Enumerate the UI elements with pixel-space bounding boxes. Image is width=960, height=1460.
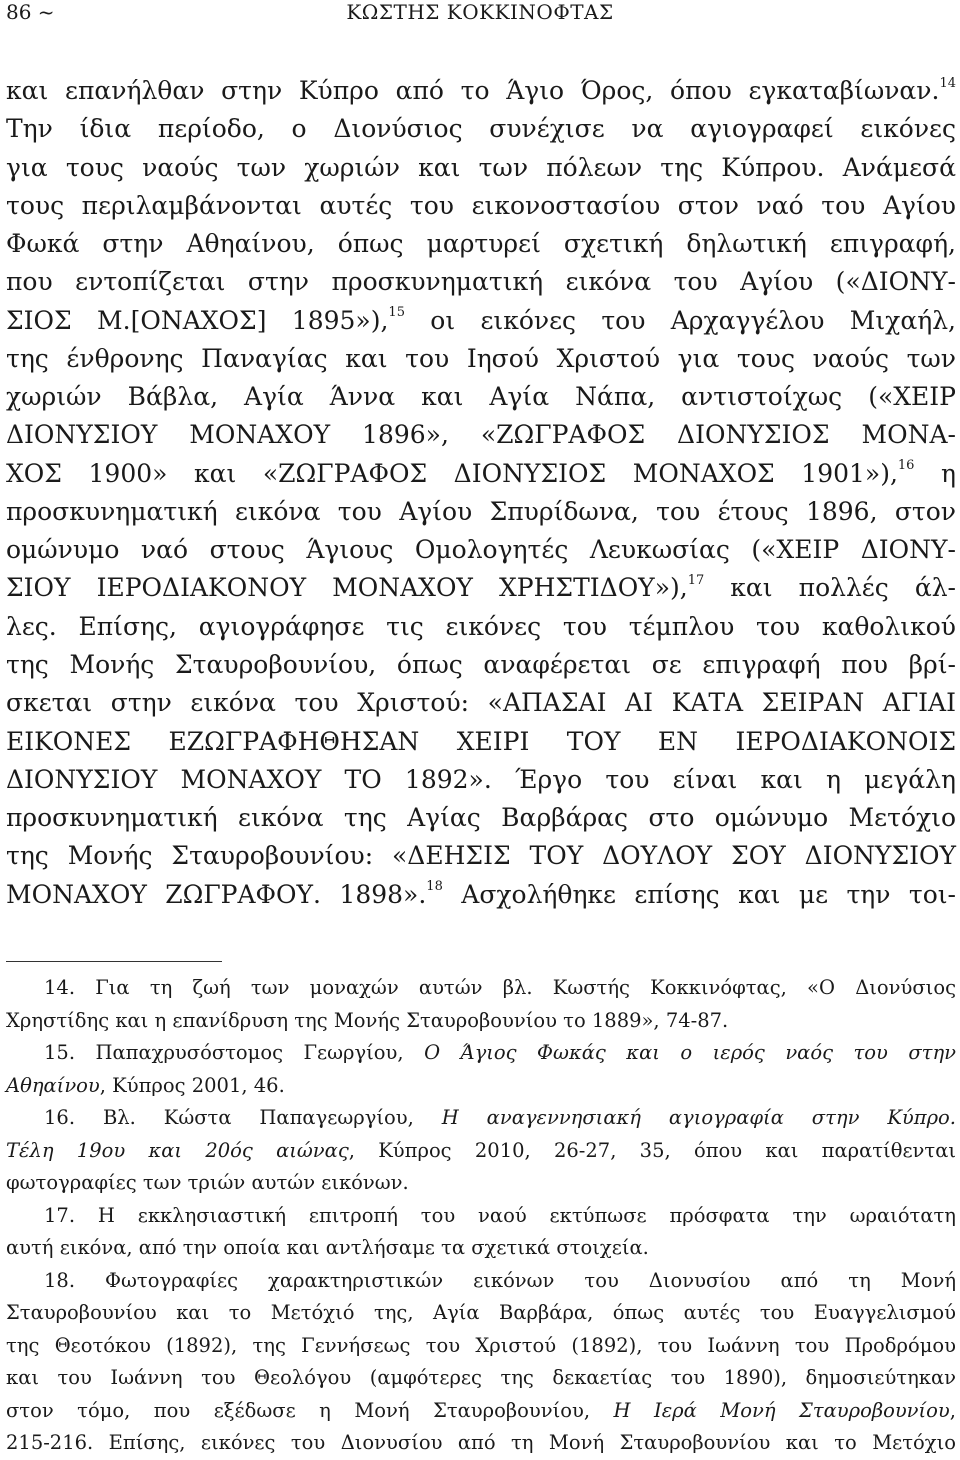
footnote-line: Αθηαίνου, Κύπρος 2001, 46. <box>6 1073 285 1097</box>
footnote-line: αυτή εικόνα, από την οποία και αντλήσαμε τα σχετικά στοιχεία. <box>6 1236 649 1259</box>
text-line: χωριών Βάβλα, Αγία Άννα και Αγία Νάπα, αντιστοίχως («ΧΕΙΡ <box>6 382 956 412</box>
footnote-ref: 17 <box>687 573 705 589</box>
footnote-line: Τέλη 19ου και 20ός αιώνας, Κύπρος 2010, 26-27, 35, όπου και παρατίθενται <box>6 1138 957 1162</box>
footnote-line: Σταυροβουνίου και το Μετόχιό της, Αγία Βαρβάρα, όπως αυτές του Ευαγγελισμού <box>6 1301 956 1324</box>
text-line: της Μονής Σταυροβουνίου: «ΔΕΗΣΙΣ ΤΟΥ ΔΟΥΛΟΥ ΣΟΥ ΔΙΟΝΥΣΙΟΥ <box>6 841 956 871</box>
footnote-line: της Θεοτόκου (1892), της Γεννήσεως του Χριστού (1892), του Ιωάννη του Προδρόμου <box>6 1333 956 1357</box>
text-line: ΣΙΟΥ ΙΕΡΟΔΙΑΚΟΝΟΥ ΜΟΝΑΧΟΥ ΧΡΗΣΤΙΔΟΥ»),$^{17}$ και πολλές άλ- <box>6 573 956 603</box>
footnote-line: φωτογραφίες των τριών αυτών εικόνων. <box>6 1171 409 1194</box>
text-line: λες. Επίσης, αγιογράφησε τις εικόνες του τέμπλου του καθολικού <box>6 611 956 641</box>
text-line: Φωκά στην Αθηαίνου, όπως μαρτυρεί σχετική δηλωτική επιγραφή, <box>6 229 956 259</box>
footnote-line: στον τόμο, που εξέδωσε η Μονή Σταυροβουνίου, Η Ιερά Μονή Σταυροβουνίου, <box>6 1398 956 1422</box>
text-line: ΣΙΟΣ Μ.[ΟΝΑΧΟΣ] 1895»),$^{15}$ οι εικόνες του Αρχαγγέλου Μιχαήλ, <box>6 305 956 335</box>
footnote-17: 17. Η εκκλησιαστική επιτροπή του ναού εκτύπωσε πρόσφατα την ωραιότατη <box>44 1203 956 1227</box>
text-line: Την ίδια περίοδο, ο Διονύσιος συνέχισε να αγιογραφεί εικόνες <box>6 114 956 144</box>
text-line: της Μονής Σταυροβουνίου, όπως αναφέρεται σε επιγραφή που βρί- <box>6 649 956 679</box>
footnote-ref: 18 <box>426 879 443 895</box>
text-line: ομώνυμο ναό στους Άγιους Ομολογητές Λευκωσίας («ΧΕΙΡ ΔΙΟΝΥ- <box>6 535 956 565</box>
footnote-14: 14. Για τη ζωή των μοναχών αυτών βλ. Κωστής Κοκκινόφτας, «Ο Διονύσιος <box>44 976 956 999</box>
text-line: της ένθρονης Παναγίας και του Ιησού Χριστού για τους ναούς των <box>6 343 956 373</box>
text-line: ΔΙΟΝΥΣΙΟΥ ΜΟΝΑΧΟΥ 1896», «ΖΩΓΡΑΦΟΣ ΔΙΟΝΥΣΙΟΣ ΜΟΝΑ- <box>6 420 956 450</box>
text-line: ΔΙΟΝΥΣΙΟΥ ΜΟΝΑΧΟΥ ΤΟ 1892». Έργο του είναι και η μεγάλη <box>6 764 956 794</box>
footnote-16: 16. Βλ. Κώστα Παπαγεωργίου, Η αναγεννησιακή αγιογραφία στην Κύπρο. <box>44 1106 956 1129</box>
footnotes <box>6 972 956 1460</box>
footnote-separator <box>6 961 222 962</box>
footnote-ref: 16 <box>897 458 915 474</box>
text-line: για τους ναούς των χωριών και των πόλεων της Κύπρου. Ανάμεσά <box>6 152 956 182</box>
footnote-15: 15. Παπαχρυσόστομος Γεωργίου, Ο Άγιος Φωκάς και ο ιερός ναός του στην <box>44 1041 956 1064</box>
text-line: προσκυνηματική εικόνα του Αγίου Σπυρίδωνα, του έτους 1896, στον <box>6 496 956 526</box>
footnote-line: και του Ιωάννη του Θεολόγου (αμφότερες της δεκαετίας του 1890), δημοσιεύτηκαν <box>6 1366 956 1389</box>
text-line: ΕΙΚΟΝΕΣ ΕΖΩΓΡΑΦΗΘΗΣΑΝ ΧΕΙΡΙ ΤΟΥ ΕΝ ΙΕΡΟΔΙΑΚΟΝΟΙΣ <box>6 726 956 756</box>
text-line: ΧΟΣ 1900» και «ΖΩΓΡΑΦΟΣ ΔΙΟΝΥΣΙΟΣ ΜΟΝΑΧΟΣ 1901»),$^{16}$ η <box>6 458 956 488</box>
footnote-ref: 15 <box>388 305 405 321</box>
page-number: 86 ~ <box>6 0 55 24</box>
footnote-ref: 14 <box>939 75 956 91</box>
text-line: και επανήλθαν στην Κύπρο από το Άγιο Όρος, όπου εγκαταβίωναν.$^{14}$ <box>6 75 956 105</box>
footnote-18: 18. Φωτογραφίες χαρακτηριστικών εικόνων του Διονυσίου από τη Μονή <box>44 1268 956 1292</box>
text-line: που εντοπίζεται στην προσκυνηματική εικόνα του Αγίου («ΔΙΟΝΥ- <box>6 267 956 297</box>
footnote-line: 215-216. Επίσης, εικόνες του Διονυσίου από τη Μονή Σταυροβουνίου και το Μετόχιο <box>6 1431 956 1454</box>
text-line: τους περιλαμβάνονται αυτές του εικονοστασίου στον ναό του Αγίου <box>6 190 956 220</box>
text-line: προσκυνηματική εικόνα της Αγίας Βαρβάρας στο ομώνυμο Μετόχιο <box>6 803 956 833</box>
running-title: ΚΩΣΤΗΣ ΚΟΚΚΙΝΟΦΤΑΣ <box>346 0 614 24</box>
main-text <box>6 72 956 914</box>
text-line: σκεται στην εικόνα του Χριστού: «ΑΠΑΣΑΙ ΑΙ ΚΑΤΑ ΣΕΙΡΑΝ ΑΓΙΑΙ <box>6 688 956 718</box>
page-header <box>0 0 960 26</box>
text-line: ΜΟΝΑΧΟΥ ΖΩΓΡΑΦΟΥ. 1898».$^{18}$ Ασχολήθηκε επίσης και με την τοι- <box>6 879 956 909</box>
footnote-line: Χρηστίδης και η επανίδρυση της Μονής Σταυροβουνίου το 1889», 74-87. <box>6 1008 729 1032</box>
